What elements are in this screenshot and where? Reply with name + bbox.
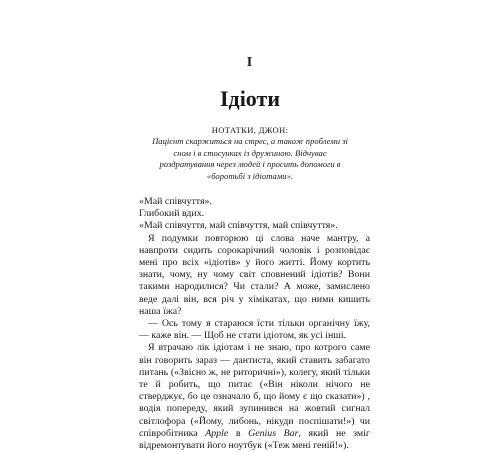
therapy-notes [150, 125, 350, 182]
paragraph-5: — Ось тому я стараюся їсти тільки органічну їжу, — каже він. — Щоб не стати ідіотом, як усі інші. [139, 318, 370, 342]
paragraph-1: «Май співчуття». [139, 196, 212, 207]
paragraph-6 [139, 342, 370, 452]
paragraph-2: Глибокий вдих. [139, 208, 205, 220]
chapter-body [139, 196, 370, 452]
paragraph-6-part-b: в [228, 427, 249, 439]
paragraph-3: «Май співчуття, май співчуття, май співчуття». [139, 220, 338, 232]
paragraph-6-part-a: Я втрачаю лік ідіотам і не знаю, про котрого саме він говорить зараз — дантиста, який ставить забагато питань («Звісно ж, не риторичні»), колегу, який тільки те й робить, що питає («Він ніколи нічого не стверджує, бо це означало б, що йому є що сказати») , водія попереду, який зупинився на жовтий сигнал світлофора («Йому, либонь, нікуди поспішати!») чи співробітника [139, 342, 370, 439]
chapter-number: I [246, 55, 254, 70]
chapter-title: Ідіоти [220, 86, 280, 111]
apple-brand: Apple [205, 427, 229, 439]
notes-heading: НОТАТКИ, ДЖОН: [211, 125, 289, 135]
notes-body: Пацієнт скаржиться на стрес, а також проблеми зі сном і в стосунках із дружиною. Відчуває роздратування через людей і просить допомоги в «боротьбі з ідіотами». [152, 136, 348, 181]
paragraph-4: Я подумки повторюю ці слова наче мантру, а навпроти сидить сорокарічний чоловік і розповідає мені про всіх «ідіотів» у його житті. Йому кортить знати, чому, ну чому світ сповнений ідіотів? Вони такими народилися? Чи стали? А може, замислено веде далі він, вся річ у хімікатах, що ними кишить наша їжа? [139, 232, 370, 317]
paragraph-6-part-c: , який не зміг відремонтувати його ноутбук («Теж мені геній!»). [139, 427, 370, 452]
genius-bar-brand: Genius Bar [248, 427, 299, 439]
